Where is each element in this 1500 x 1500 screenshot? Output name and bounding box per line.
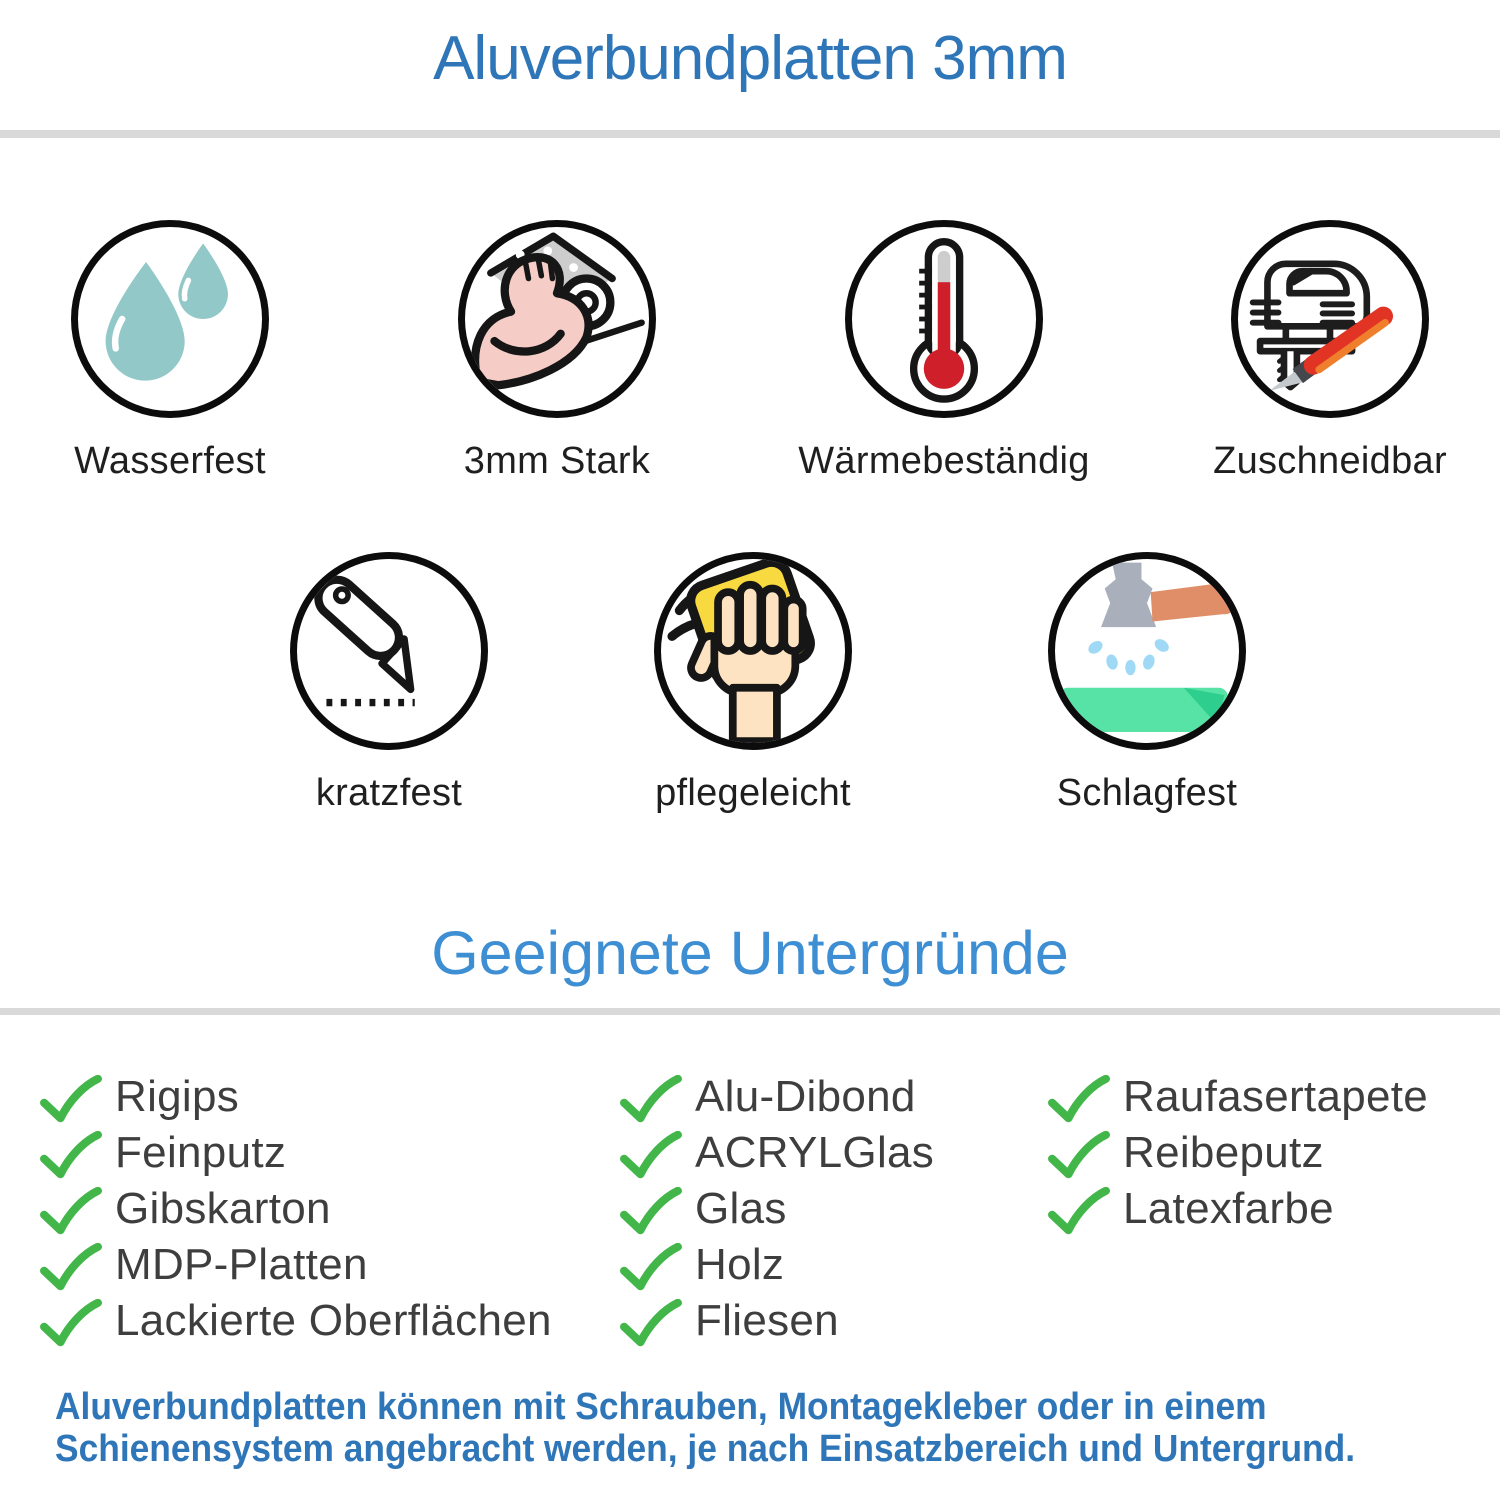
section-title: Geeignete Untergründe: [431, 919, 1069, 987]
list-item: [1048, 1184, 1334, 1235]
feature-3mm-stark: [458, 220, 656, 482]
checkmark-icon: [620, 1187, 682, 1235]
checkmark-icon: [620, 1131, 682, 1179]
list-item: [620, 1296, 839, 1347]
page-title: Aluverbundplatten 3mm: [433, 24, 1067, 93]
feature-label: pflegeleicht: [655, 772, 851, 814]
substrate-label: Latexfarbe: [1123, 1184, 1334, 1233]
substrate-label: Fliesen: [695, 1296, 839, 1345]
list-item: [1048, 1072, 1428, 1123]
feature-waermebestaendig: [798, 220, 1090, 482]
substrate-label: MDP-Platten: [115, 1240, 368, 1289]
checkmark-icon: [40, 1075, 102, 1123]
substrate-label: Reibeputz: [1123, 1128, 1324, 1177]
checkmark-icon: [40, 1187, 102, 1235]
feature-label: Schlagfest: [1056, 772, 1238, 814]
list-item: [40, 1184, 331, 1235]
mounting-note-line1: Aluverbundplatten können mit Schrauben, Montagekleber oder in einem: [55, 1386, 1267, 1428]
substrate-label: Lackierte Oberflächen: [115, 1296, 552, 1345]
substrate-label: Holz: [695, 1240, 785, 1289]
feature-circle: [654, 552, 852, 750]
substrate-label: Glas: [695, 1184, 787, 1233]
feature-wasserfest: [71, 220, 269, 482]
feature-kratzfest: [290, 552, 488, 814]
divider-top: [0, 130, 1500, 138]
substrate-label: Rigips: [115, 1072, 240, 1121]
substrate-label: Alu-Dibond: [695, 1072, 916, 1121]
feature-schlagfest: [1048, 552, 1246, 814]
checkmark-icon: [1048, 1187, 1110, 1235]
feature-circle: [845, 220, 1043, 418]
substrate-label: Raufasertapete: [1123, 1072, 1429, 1121]
mounting-note-line2: Schienensystem angebracht werden, je nach Einsatzbereich und Untergrund.: [55, 1428, 1356, 1470]
feature-label: 3mm Stark: [463, 440, 651, 482]
checkmark-icon: [1048, 1075, 1110, 1123]
feature-label: kratzfest: [315, 772, 463, 814]
feature-circle: [1048, 552, 1246, 750]
list-item: [40, 1296, 552, 1347]
checkmark-icon: [620, 1243, 682, 1291]
muscle-arm-icon: [465, 227, 649, 411]
hammer-impact-icon: [1055, 559, 1239, 743]
checkmark-icon: [40, 1243, 102, 1291]
mounting-note: [55, 1386, 1355, 1470]
list-item: [1048, 1128, 1324, 1179]
jigsaw-knife-icon: [1238, 227, 1422, 411]
list-item: [40, 1128, 286, 1179]
cleaning-hand-icon: [661, 559, 845, 743]
substrate-label: ACRYLGlas: [695, 1128, 935, 1177]
divider-section: [0, 1008, 1500, 1015]
checkmark-icon: [1048, 1131, 1110, 1179]
water-drops-icon: [78, 227, 262, 411]
feature-label: Wärmebeständig: [798, 440, 1090, 482]
feature-circle: [71, 220, 269, 418]
feature-circle: [290, 552, 488, 750]
feature-label: Wasserfest: [74, 440, 266, 482]
list-item: [40, 1072, 239, 1123]
checkmark-icon: [620, 1075, 682, 1123]
list-item: [620, 1184, 787, 1235]
feature-circle: [458, 220, 656, 418]
thermometer-icon: [852, 227, 1036, 411]
list-item: [620, 1128, 934, 1179]
feature-zuschneidbar: [1213, 220, 1447, 482]
feature-pflegeleicht: [654, 552, 852, 814]
checkmark-icon: [620, 1299, 682, 1347]
feature-circle: [1231, 220, 1429, 418]
list-item: [620, 1240, 784, 1291]
checkmark-icon: [40, 1131, 102, 1179]
checkmark-icon: [40, 1299, 102, 1347]
substrate-label: Feinputz: [115, 1128, 287, 1177]
utility-knife-icon: [297, 559, 481, 743]
list-item: [620, 1072, 916, 1123]
substrate-label: Gibskarton: [115, 1184, 331, 1233]
list-item: [40, 1240, 368, 1291]
feature-label: Zuschneidbar: [1213, 440, 1447, 482]
